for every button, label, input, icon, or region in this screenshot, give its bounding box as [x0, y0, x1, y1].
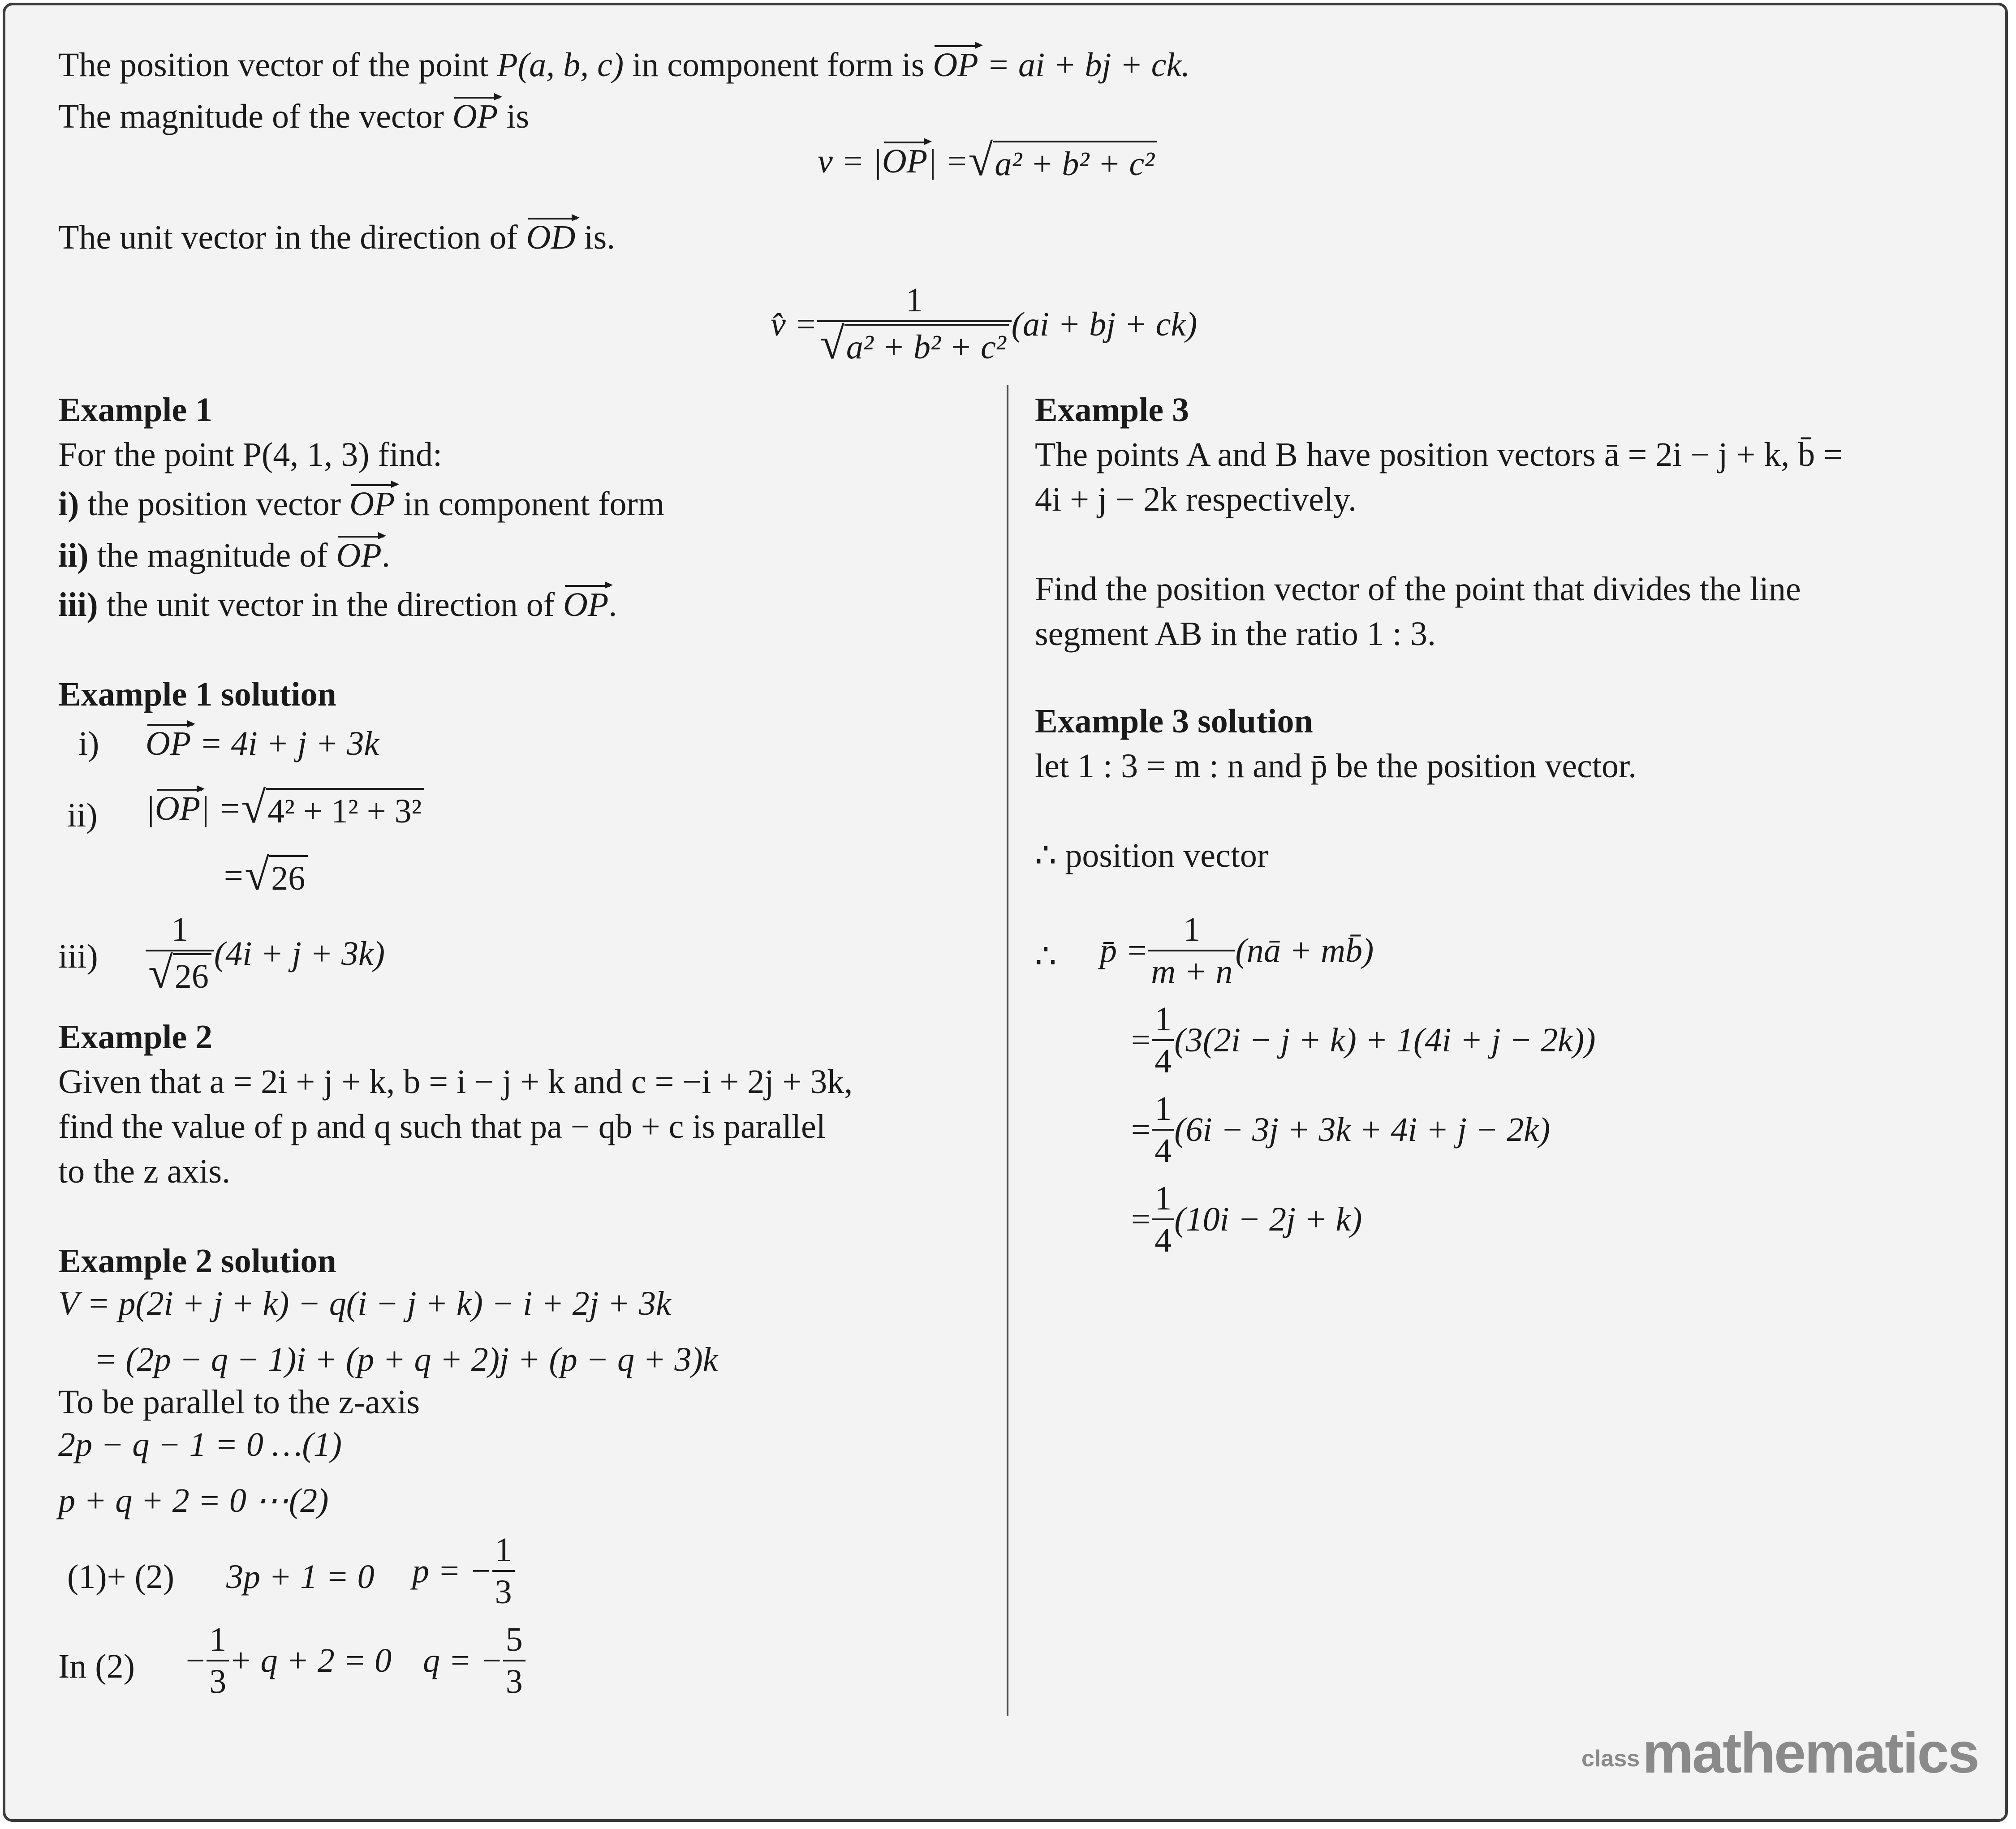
- sol2-line-6-eq: 3p + 1 = 0: [226, 1558, 375, 1596]
- sol3-line-5: = $\frac{1}{4}$ (6i − 3j + 3k + 4i + j − 2k): [1129, 1089, 1550, 1171]
- sol1-i: OP = 4i + j + 3k: [146, 721, 379, 766]
- example-3-line-1: The points A and B have position vectors ā = 2i − j + k, b̄ =: [1035, 436, 1843, 473]
- example-2-line-2: find the value of p and q such that pa − qb + c is parallel: [58, 1108, 826, 1145]
- sol2-line-6-p: p = − $\frac{1}{3}$: [412, 1530, 515, 1612]
- sol1-iii: 1 √ 26 (4i + j + 3k): [146, 909, 385, 998]
- example-3-solution-title: Example 3 solution: [1035, 702, 1313, 740]
- sol3-line-4: = $\frac{1}{4}$ (3(2i − j + k) + 1(4i + j − 2k)): [1129, 999, 1596, 1081]
- example-1-part-ii: ii) the magnitude of OP.: [58, 533, 390, 578]
- example-3-title: Example 3: [1035, 391, 1189, 429]
- sol2-line-5: p + q + 2 = 0 ⋯(2): [58, 1482, 329, 1519]
- sol2-line-7-label: In (2): [58, 1648, 135, 1685]
- sol1-iii-label: iii): [58, 938, 98, 975]
- example-3-line-2: 4i + j − 2k respectively.: [1035, 481, 1357, 518]
- sol2-line-7-eq: − $\frac{1}{3}$ + q + 2 = 0 q = − $\frac{5}{3}$: [184, 1619, 526, 1702]
- class-mathematics-logo: classmathematics: [1581, 1721, 1978, 1785]
- sol3-line-1: let 1 : 3 = m : n and p̄ be the position vector.: [1035, 747, 1637, 785]
- example-1-solution-title: Example 1 solution: [58, 676, 336, 713]
- sol1-ii-label: ii): [67, 796, 98, 834]
- sol3-line-6: = $\frac{1}{4}$ (10i − 2j + k): [1129, 1178, 1362, 1261]
- sol1-ii-result: = √ 26: [222, 853, 308, 900]
- sol2-line-1: V = p(2i + j + k) − q(i − j + k) − i + 2j + 3k: [58, 1285, 671, 1322]
- example-1-part-i: i) the position vector OP in component form: [58, 482, 664, 526]
- unit-vector-formula: v̂ = 1 √ a² + b² + c² (ai + bj + ck): [771, 281, 1198, 368]
- sol3-therefore: ∴: [1035, 938, 1057, 975]
- sol2-line-2: = (2p − q − 1)i + (p + q + 2)j + (p − q + 3)k: [94, 1341, 718, 1378]
- example-1-title: Example 1: [58, 391, 213, 429]
- example-1-part-iii: iii) the unit vector in the direction of OP.: [58, 582, 617, 627]
- magnitude-formula: v = | OP | = √ a² + b² + c²: [818, 139, 1157, 185]
- example-2-line-3: to the z axis.: [58, 1153, 231, 1190]
- example-2-solution-title: Example 2 solution: [58, 1242, 336, 1280]
- intro-line-2: The magnitude of the vector OP is: [58, 94, 529, 139]
- example-2-line-1: Given that a = 2i + j + k, b = i − j + k and c = −i + 2j + 3k,: [58, 1063, 853, 1101]
- sol3-line-3: p̄ = $\frac{1}{m + n}$ (nā + mb̄): [1100, 909, 1374, 992]
- sol2-line-3: To be parallel to the z-axis: [58, 1383, 420, 1421]
- example-1-line-1: For the point P(4, 1, 3) find:: [58, 436, 443, 473]
- sol2-line-6-label: (1)+ (2): [67, 1558, 175, 1596]
- sol3-line-2: ∴ position vector: [1035, 837, 1269, 874]
- example-2-title: Example 2: [58, 1018, 213, 1056]
- sol1-i-label: i): [78, 725, 99, 762]
- example-3-line-3: Find the position vector of the point that divides the line: [1035, 570, 1801, 608]
- intro-line-1: The position vector of the point P(a, b, c) in component form is OP = ai + bj + ck.: [58, 43, 1190, 87]
- example-3-line-4: segment AB in the ratio 1 : 3.: [1035, 615, 1436, 653]
- sol1-ii: | OP | = √ 4² + 1² + 3²: [146, 786, 424, 833]
- intro-line-3: The unit vector in the direction of OD is.: [58, 215, 615, 260]
- sol2-line-4: 2p − q − 1 = 0 …(1): [58, 1426, 342, 1463]
- column-divider: [1007, 385, 1008, 1716]
